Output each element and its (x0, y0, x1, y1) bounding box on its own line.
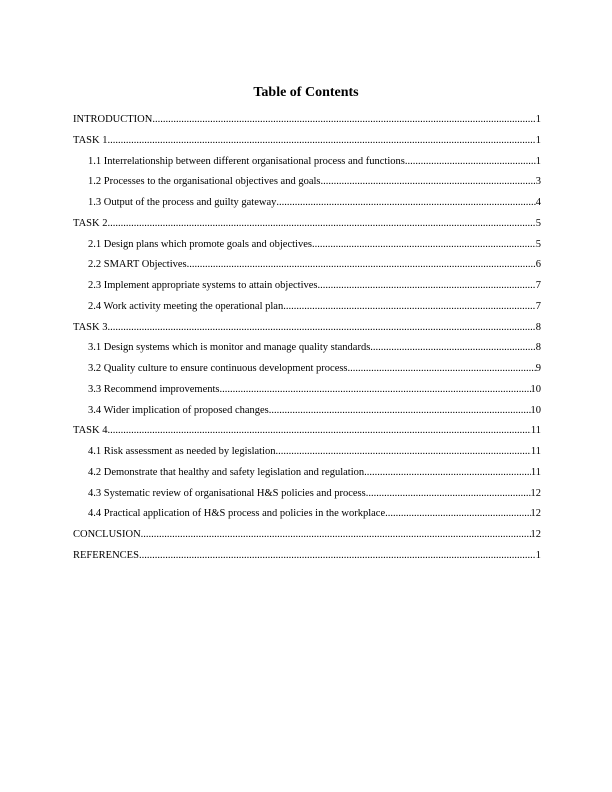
toc-entry[interactable] (73, 362, 541, 383)
toc-dot-leader (139, 549, 536, 563)
toc-entry[interactable] (73, 424, 541, 445)
toc-dot-leader (405, 155, 536, 169)
toc-dot-leader (348, 362, 536, 376)
toc-entry-label: 2.4 Work activity meeting the operational plan (88, 300, 284, 312)
toc-entry[interactable] (73, 466, 541, 487)
toc-page-number: 3 (535, 176, 541, 188)
toc-title: Table of Contents (253, 85, 359, 100)
toc-dot-leader (385, 507, 530, 521)
toc-list (73, 113, 541, 570)
toc-entry-label: REFERENCES (73, 549, 139, 561)
toc-entry[interactable] (73, 321, 541, 342)
toc-entry-label: INTRODUCTION (73, 114, 153, 125)
toc-entry-label: 3.3 Recommend improvements (88, 383, 220, 395)
toc-page-number: 1 (535, 155, 541, 167)
toc-dot-leader (107, 134, 535, 148)
toc-entry-label: 4.2 Demonstrate that healthy and safety legislation and regulation (88, 466, 365, 478)
toc-dot-leader (317, 279, 535, 293)
toc-dot-leader (276, 196, 535, 210)
toc-entry-label: 3.4 Wider implication of proposed changes (88, 404, 269, 416)
toc-entry[interactable] (73, 300, 541, 321)
toc-entry-label: 1.2 Processes to the organisational objectives and goals (88, 176, 321, 188)
toc-dot-leader (187, 258, 536, 272)
toc-entry[interactable] (73, 383, 541, 404)
toc-entry-label: 4.4 Practical application of H&S process and policies in the workplace (88, 508, 386, 520)
toc-entry[interactable] (73, 238, 541, 259)
toc-dot-leader (370, 341, 535, 355)
toc-page-number: 5 (535, 217, 541, 229)
toc-page-number: 8 (535, 321, 541, 333)
toc-entry-label: 3.1 Design systems which is monitor and manage quality standards (88, 342, 371, 354)
toc-page-number: 1 (535, 134, 541, 146)
toc-dot-leader (107, 217, 535, 231)
toc-page-number: 8 (535, 342, 541, 354)
toc-page-number: 10 (530, 383, 541, 395)
toc-page-number: 7 (535, 280, 541, 291)
toc-entry-label: 2.1 Design plans which promote goals and objectives (88, 238, 312, 250)
toc-entry[interactable] (73, 507, 541, 528)
toc-page-number: 12 (530, 508, 541, 520)
toc-page-number: 1 (535, 549, 541, 561)
toc-entry[interactable] (73, 217, 541, 238)
toc-entry[interactable] (73, 155, 541, 176)
toc-dot-leader (276, 445, 531, 459)
toc-entry-label: 1.3 Output of the process and guilty gateway (88, 197, 277, 208)
toc-entry[interactable] (73, 445, 541, 466)
toc-page-number: 7 (535, 300, 541, 312)
toc-page-number: 11 (530, 466, 541, 478)
toc-dot-leader (107, 321, 535, 335)
toc-entry-label: 1.1 Interrelationship between different organisational process and functions (88, 155, 405, 167)
toc-entry[interactable] (73, 341, 541, 362)
toc-entry-label: 2.2 SMART Objectives (88, 259, 187, 271)
toc-entry-label: TASK 3 (73, 321, 108, 333)
toc-page-number: 12 (530, 487, 541, 499)
toc-page-number: 5 (535, 238, 541, 250)
toc-page-number: 11 (530, 446, 541, 457)
toc-page-number: 6 (535, 259, 541, 271)
toc-entry-label: TASK 2 (73, 217, 108, 229)
toc-entry[interactable] (73, 175, 541, 196)
toc-dot-leader (364, 466, 531, 480)
toc-dot-leader (107, 424, 530, 438)
toc-entry[interactable] (73, 279, 541, 300)
toc-entry[interactable] (73, 404, 541, 425)
toc-entry-label: TASK 1 (73, 134, 108, 146)
toc-page-number: 1 (535, 114, 541, 125)
toc-dot-leader (269, 404, 531, 418)
toc-entry[interactable] (73, 487, 541, 508)
toc-page-number: 9 (535, 363, 541, 374)
toc-entry-label: TASK 4 (73, 425, 108, 437)
toc-entry-label: 4.1 Risk assessment as needed by legislation (88, 446, 276, 457)
toc-entry[interactable] (73, 528, 541, 549)
toc-dot-leader (152, 113, 535, 127)
toc-dot-leader (312, 238, 536, 252)
toc-page-number: 10 (530, 404, 541, 416)
toc-page-number: 4 (535, 197, 541, 208)
toc-entry-label: CONCLUSION (73, 529, 141, 540)
toc-dot-leader (321, 175, 536, 189)
toc-dot-leader (141, 528, 531, 542)
toc-entry[interactable] (73, 196, 541, 217)
toc-entry-label: 2.3 Implement appropriate systems to attain objectives (88, 280, 318, 291)
toc-page-number: 12 (530, 529, 541, 540)
toc-dot-leader (283, 300, 536, 314)
toc-entry-label: 4.3 Systematic review of organisational H&S policies and process (88, 487, 366, 499)
toc-entry[interactable] (73, 134, 541, 155)
toc-page-number: 11 (530, 425, 541, 437)
toc-entry[interactable] (73, 549, 541, 570)
toc-entry-label: 3.2 Quality culture to ensure continuous development process (88, 363, 348, 374)
toc-entry[interactable] (73, 258, 541, 279)
toc-entry[interactable] (73, 113, 541, 134)
toc-dot-leader (366, 487, 531, 501)
toc-dot-leader (220, 383, 531, 397)
